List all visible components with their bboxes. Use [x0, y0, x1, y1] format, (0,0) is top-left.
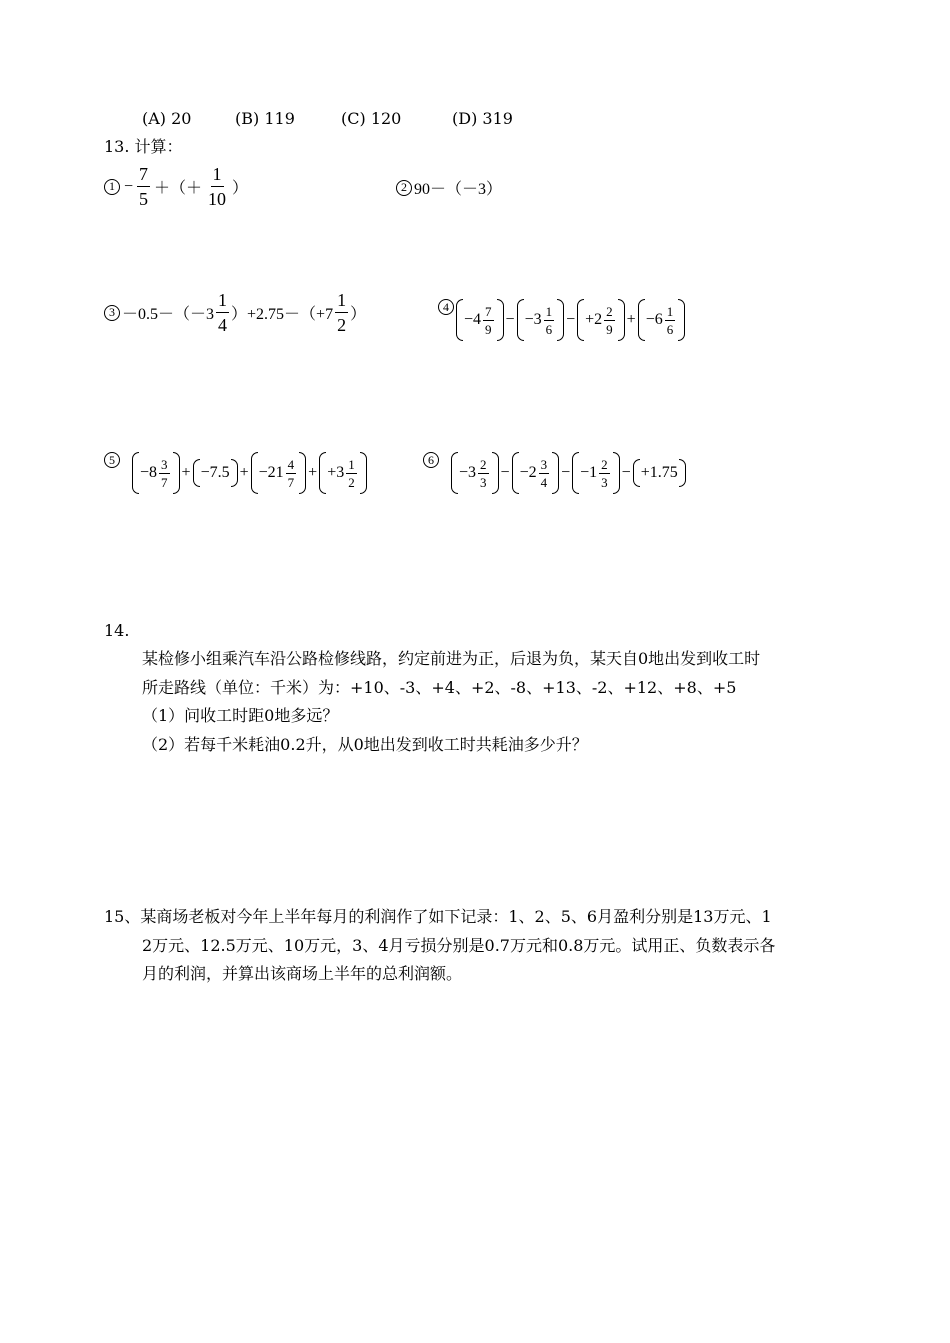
- left-paren: [512, 452, 519, 494]
- right-paren: [613, 452, 620, 494]
- fraction: $\frac{1}{6}$: [666, 303, 674, 337]
- right-paren: [299, 452, 306, 494]
- operator: +: [626, 311, 636, 328]
- whole-part: −6: [645, 311, 663, 328]
- q15-line-2: 2万元、12.5万元、10万元，3、4月亏损分别是0.7万元和0.8万元。试用正、负数表示各: [142, 936, 776, 955]
- q14-line-2: 所走路线（单位：千米）为：+10、-3、+4、+2、-8、+13、-2、+12、+8、+5: [142, 678, 737, 697]
- fraction: $\frac{3}{7}$: [161, 456, 168, 490]
- left-paren: [319, 452, 326, 494]
- fraction: $\frac{1}{6}$: [545, 303, 553, 337]
- close-paren: ）: [232, 180, 249, 197]
- right-paren: [557, 299, 564, 341]
- fraction: $\frac{7}{5}$: [139, 164, 149, 209]
- choice-b: (B) 119: [235, 109, 295, 128]
- right-paren: [173, 452, 180, 494]
- whole-part: −4: [464, 311, 482, 328]
- fraction: $\frac{1}{2}$: [337, 290, 347, 335]
- q13-problem-2: [396, 176, 502, 199]
- choice-c: (C) 120: [341, 109, 402, 128]
- left-paren: [633, 459, 640, 487]
- operator: −: [621, 464, 631, 481]
- q14-line-1: 某检修小组乘汽车沿公路检修线路，约定前进为正，后退为负，某天自0地出发到收工时: [142, 649, 761, 668]
- q14-sub-1: （1）问收工时距0地多远？: [142, 706, 339, 725]
- whole-part: +3: [327, 464, 345, 481]
- q15-line-1: 15、某商场老板对今年上半年每月的利润作了如下记录：1、2、5、6月盈利分别是13万元、1: [104, 907, 772, 926]
- whole-part: −2: [519, 464, 537, 481]
- operator: +: [239, 464, 249, 481]
- fraction: $\frac{2}{3}$: [480, 456, 487, 490]
- whole-part: −1: [580, 464, 598, 481]
- right-paren: [231, 459, 238, 487]
- minus-sign: −: [124, 177, 134, 195]
- right-paren: [618, 299, 625, 341]
- left-paren: [132, 452, 139, 494]
- left-paren: [572, 452, 579, 494]
- expression-part: ）: [350, 306, 367, 323]
- fraction: $\frac{1}{4}$: [218, 290, 228, 335]
- choice-a: (A) 20: [142, 109, 192, 128]
- plus-open: ＋（＋: [154, 180, 203, 197]
- q13-problem-6: [423, 452, 686, 494]
- fraction: $\frac{7}{9}$: [485, 303, 492, 337]
- right-paren: [497, 299, 504, 341]
- q14-sub-2: （2）若每千米耗油0.2升，从0地出发到收工时共耗油多少升？: [142, 735, 588, 754]
- circle-number-2: 2: [396, 180, 412, 196]
- operator: −: [505, 311, 515, 328]
- operator: +: [308, 464, 318, 481]
- fraction: $\frac{3}{4}$: [540, 456, 548, 490]
- fraction: $\frac{2}{3}$: [601, 456, 608, 490]
- operator: −: [561, 464, 571, 481]
- fraction: $\frac{2}{9}$: [606, 303, 613, 337]
- expression-part: －0.5－（－3: [122, 306, 215, 323]
- left-paren: [251, 452, 258, 494]
- q13-heading: 13. 计算：: [104, 137, 183, 156]
- circle-number-6: 6: [423, 452, 439, 468]
- q13-problem-5: [104, 452, 367, 494]
- left-paren: [577, 299, 584, 341]
- operator: −: [566, 311, 576, 328]
- left-paren: [451, 452, 458, 494]
- decimal-term: −7.5: [200, 464, 230, 481]
- circle-number-4: 4: [438, 299, 454, 315]
- choice-d: (D) 319: [452, 109, 513, 128]
- expression-part: ）+2.75－（+7: [231, 306, 334, 323]
- operator: −: [500, 464, 510, 481]
- circle-number-3: 3: [104, 305, 120, 321]
- whole-part: −21: [258, 464, 284, 481]
- left-paren: [456, 299, 463, 341]
- q13-problem-3: [104, 291, 366, 334]
- left-paren: [193, 459, 200, 487]
- expression: 90－（－3）: [414, 181, 503, 198]
- circle-number-5: 5: [104, 452, 120, 468]
- right-paren: [679, 459, 686, 487]
- q13-problem-4: [438, 299, 685, 341]
- circle-number-1: 1: [104, 179, 120, 195]
- left-paren: [517, 299, 524, 341]
- decimal-term: +1.75: [640, 464, 678, 481]
- right-paren: [360, 452, 367, 494]
- q13-problem-1: [104, 165, 250, 208]
- fraction: $\frac{4}{7}$: [287, 456, 295, 490]
- left-paren: [638, 299, 645, 341]
- right-paren: [492, 452, 499, 494]
- operator: +: [181, 464, 191, 481]
- whole-part: −3: [459, 464, 477, 481]
- whole-part: +2: [585, 311, 603, 328]
- whole-part: −3: [524, 311, 542, 328]
- right-paren: [552, 452, 559, 494]
- q15-line-3: 月的利润，并算出该商场上半年的总利润额。: [142, 964, 463, 983]
- fraction: $\frac{1}{10}$: [208, 164, 227, 209]
- fraction: $\frac{1}{2}$: [348, 456, 355, 490]
- right-paren: [678, 299, 685, 341]
- whole-part: −8: [140, 464, 158, 481]
- q14-number: 14.: [104, 621, 130, 640]
